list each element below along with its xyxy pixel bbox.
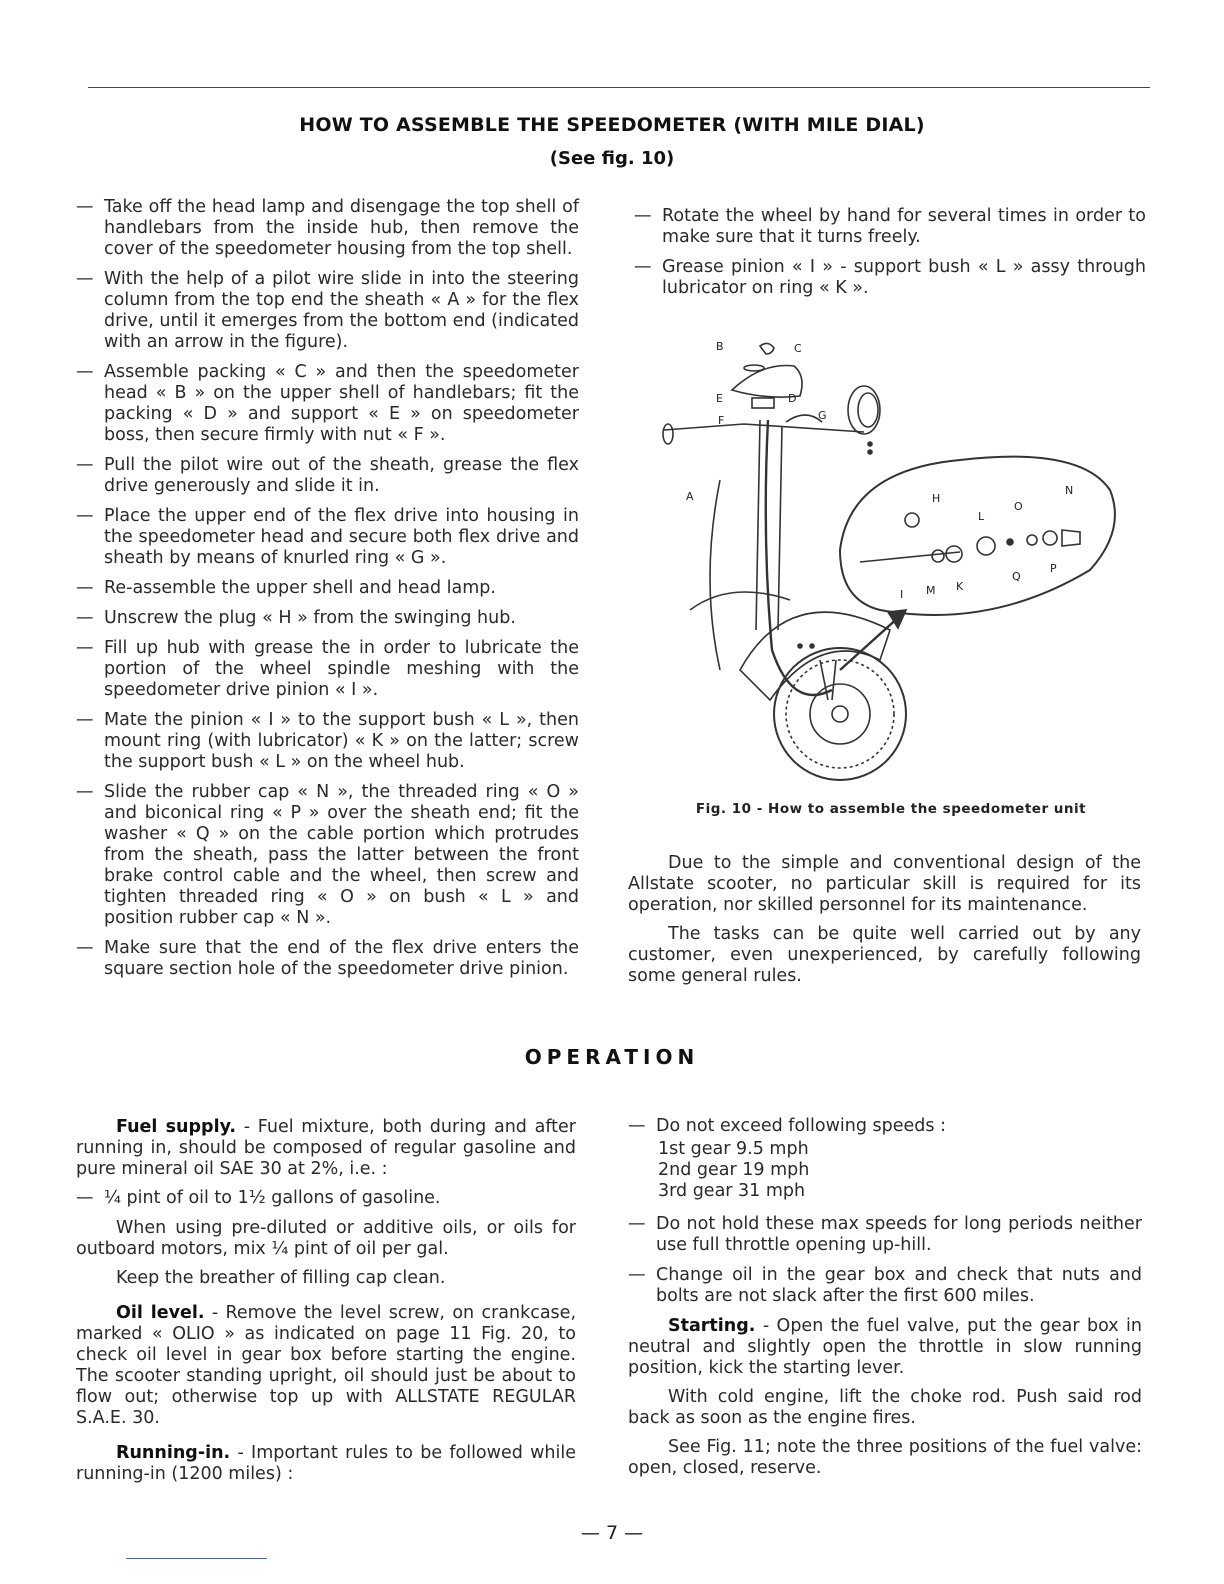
step-text: Pull the pilot wire out of the sheath, grease the flex drive generously and slide it in. xyxy=(104,455,579,496)
step-text: Unscrew the plug « H » from the swinging hub. xyxy=(104,608,516,628)
step-text: Re-assemble the upper shell and head lamp. xyxy=(104,578,496,598)
fuel-supply-label: Fuel supply. xyxy=(116,1117,237,1137)
list-item xyxy=(76,362,579,446)
flex-sheath xyxy=(766,420,832,695)
step-text: Grease pinion « I » - support bush « L » assy through lubricator on ring « K ». xyxy=(662,257,1146,298)
fender-dot xyxy=(810,644,814,648)
dash: — xyxy=(76,506,94,526)
dash: — xyxy=(76,1188,94,1208)
oil-level-label: Oil level. xyxy=(116,1303,205,1323)
step-text: Make sure that the end of the flex drive enters the square section hole of the speedometer drive pinion. xyxy=(104,938,579,979)
paragraph: When using pre-diluted or additive oils, or oils for outboard motors, mix ¼ pint of oil per gal. xyxy=(76,1218,576,1259)
step-text: Assemble packing « C » and then the speedometer head « B » on the upper shell of handlebars; fit the packing « D » and support « E » on speedometer boss, then secure firmly with nut « F ». xyxy=(104,362,579,445)
dash: — xyxy=(76,455,94,475)
floor-board xyxy=(690,592,790,610)
tyre-tread xyxy=(786,660,894,768)
oil-level-text: - Remove the level screw, on crankcase, marked « OLIO » as indicated on page 11 Fig. 20, to check oil level in gear box before starting the engine. The scooter standing upright, oil should just be about to flow out; otherwise top up with ALLSTATE REGULAR S.A.E. 30. xyxy=(76,1303,577,1428)
step-text: Take off the head lamp and disengage the top shell of handlebars from the inside hub, then remove the cover of the speedometer housing from the top shell. xyxy=(104,197,579,259)
intro-text xyxy=(628,853,1141,995)
fender-dot xyxy=(798,644,802,648)
step-text: Mate the pinion « I » to the support bush « L », then mount ring (with lubricator) « K » on the latter; screw the support bush « L » on the wheel hub. xyxy=(104,710,579,772)
figure-label: Q xyxy=(1012,570,1021,583)
dash: — xyxy=(634,206,652,226)
speedometer-assembly-figure xyxy=(660,330,1130,790)
operation-right xyxy=(628,1116,1142,1487)
handlebar-bar xyxy=(664,424,864,432)
paragraph xyxy=(628,1316,1142,1379)
list-item xyxy=(76,269,579,353)
list-item xyxy=(628,1116,1142,1137)
list-item xyxy=(76,578,579,599)
leg-shield xyxy=(710,480,720,670)
speed-item: 2nd gear 19 mph xyxy=(658,1160,810,1180)
assembly-steps-right xyxy=(634,206,1146,308)
lever xyxy=(786,415,822,422)
starting-label: Starting. xyxy=(668,1316,756,1336)
pinion-part xyxy=(932,550,944,562)
figure-label: A xyxy=(686,490,694,503)
pointer-arrow xyxy=(840,616,900,670)
max-speeds-text: Do not hold these max speeds for long periods neither use full throttle opening up-hill. xyxy=(656,1214,1142,1255)
assembly-steps-left xyxy=(76,197,579,989)
dash: — xyxy=(628,1214,646,1234)
ring-part xyxy=(946,546,962,562)
figure-label: C xyxy=(794,342,802,355)
front-wheel xyxy=(774,648,906,780)
step-text: Fill up hub with grease the in order to lubricate the portion of the wheel spindle meshing with the speedometer drive pinion « I ». xyxy=(104,638,579,700)
headlamp-shape xyxy=(848,386,880,434)
list-item xyxy=(628,1214,1142,1256)
operation-left xyxy=(76,1117,576,1493)
blue-rule xyxy=(126,1558,267,1559)
page-subtitle: (See fig. 10) xyxy=(549,148,675,169)
wheel-hub xyxy=(810,684,870,744)
list-item xyxy=(76,1188,576,1209)
step-text: Rotate the wheel by hand for several times in order to make sure that it turns freely. xyxy=(662,206,1146,247)
running-in-text: - Important rules to be followed while running-in (1200 miles) : xyxy=(76,1443,576,1484)
hub-center xyxy=(832,706,848,722)
dash: — xyxy=(628,1116,646,1136)
list-item xyxy=(76,938,579,980)
page-title: HOW TO ASSEMBLE THE SPEEDOMETER (WITH MILE DIAL) xyxy=(299,114,925,136)
dash: — xyxy=(634,257,652,277)
running-in-label: Running-in. xyxy=(116,1443,231,1463)
screw-dot xyxy=(868,450,872,454)
figure-label: B xyxy=(716,340,724,353)
cable-end xyxy=(860,552,960,562)
dash: — xyxy=(76,197,94,217)
screw-dot xyxy=(868,442,872,446)
paragraph: The tasks can be quite well carried out by any customer, even unexperienced, by carefully following some general rules. xyxy=(628,924,1141,986)
scooter-illustration xyxy=(660,330,1130,790)
steering-column xyxy=(756,420,760,630)
dash: — xyxy=(76,710,94,730)
figure-label: K xyxy=(956,580,964,593)
section-heading: OPERATION xyxy=(524,1045,700,1069)
figure-label: M xyxy=(926,584,936,597)
washer-part xyxy=(1007,539,1013,545)
dash: — xyxy=(76,578,94,598)
bush-part xyxy=(977,537,995,555)
figure-label: D xyxy=(788,392,797,405)
headlamp-lens xyxy=(858,393,878,427)
detail-callout xyxy=(840,457,1115,615)
step-text: With the help of a pilot wire slide in into the steering column from the top end the sheath « A » for the flex drive, until it emerges from the bottom end (indicated with an arrow in the figure). xyxy=(104,269,579,352)
rubber-cap-part xyxy=(1062,530,1080,546)
speed-item: 3rd gear 31 mph xyxy=(658,1181,806,1201)
step-text: Slide the rubber cap « N », the threaded ring « O » and biconical ring « P » over the sheath end; fit the washer « Q » on the cable portion which protrudes from the sheath, pass the latter between the front brake control cable and the wheel, then screw and tighten threaded ring « O » on bush « L » and position rubber cap « N ». xyxy=(104,782,579,928)
speed-list xyxy=(658,1139,1142,1202)
paragraph: Keep the breather of filling cap clean. xyxy=(116,1268,446,1288)
dash: — xyxy=(76,269,94,289)
change-oil-text: Change oil in the gear box and check that nuts and bolts are not slack after the first 600 miles. xyxy=(656,1265,1142,1306)
paragraph: See Fig. 11; note the three positions of the fuel valve: open, closed, reserve. xyxy=(628,1437,1142,1478)
list-item xyxy=(628,1265,1142,1307)
front-fender xyxy=(740,612,890,700)
paragraph: Due to the simple and conventional design of the Allstate scooter, no particular skill is required for its operation, nor skilled personnel for its maintenance. xyxy=(628,853,1141,915)
figure-label: F xyxy=(718,414,725,427)
figure-caption: Fig. 10 - How to assemble the speedometer unit xyxy=(695,801,1087,817)
list-item xyxy=(76,197,579,260)
list-item xyxy=(634,257,1146,299)
steering-column xyxy=(778,426,782,630)
dash: — xyxy=(628,1265,646,1285)
figure-label: I xyxy=(900,588,904,601)
biconical-ring-part xyxy=(1043,531,1057,545)
speedometer-head-shape xyxy=(760,343,774,354)
paragraph xyxy=(76,1443,576,1485)
plug-part xyxy=(905,513,919,527)
dash: — xyxy=(76,938,94,958)
speed-item: 1st gear 9.5 mph xyxy=(658,1139,809,1159)
grip-left xyxy=(663,424,673,444)
dash: — xyxy=(76,362,94,382)
figure-label: L xyxy=(978,510,985,523)
list-item xyxy=(76,782,579,929)
list-item xyxy=(76,710,579,773)
list-item xyxy=(76,455,579,497)
page-number: — 7 — xyxy=(580,1522,644,1544)
starting-text: - Open the fuel valve, put the gear box in neutral and slightly open the throttle in slow running position, kick the starting lever. xyxy=(628,1316,1142,1378)
paragraph xyxy=(76,1117,576,1180)
step-text: Place the upper end of the flex drive into housing in the speedometer head and secure both flex drive and sheath by means of knurled ring « G ». xyxy=(104,506,579,568)
figure-label: N xyxy=(1065,484,1074,497)
top-rule xyxy=(88,87,1150,88)
list-item xyxy=(76,608,579,629)
list-item xyxy=(76,638,579,701)
paragraph: With cold engine, lift the choke rod. Push said rod back as soon as the engine fires. xyxy=(628,1387,1142,1428)
dash: — xyxy=(76,782,94,802)
paragraph xyxy=(76,1303,576,1429)
figure-label: G xyxy=(818,409,827,422)
dash: — xyxy=(76,608,94,628)
list-item xyxy=(634,206,1146,248)
threaded-ring-part xyxy=(1027,535,1037,545)
list-item xyxy=(76,506,579,569)
figure-label: H xyxy=(932,492,941,505)
fuel-ratio-text: ¼ pint of oil to 1½ gallons of gasoline. xyxy=(104,1188,441,1208)
figure-label: E xyxy=(716,392,723,405)
figure-label: O xyxy=(1014,500,1023,513)
support-shape xyxy=(752,398,774,408)
speeds-intro: Do not exceed following speeds : xyxy=(656,1116,946,1136)
dash: — xyxy=(76,638,94,658)
fuel-supply-text: - Fuel mixture, both during and after running in, should be composed of regular gasoline and pure mineral oil SAE 30 at 2%, i.e. : xyxy=(76,1117,576,1179)
figure-label: P xyxy=(1050,562,1057,575)
